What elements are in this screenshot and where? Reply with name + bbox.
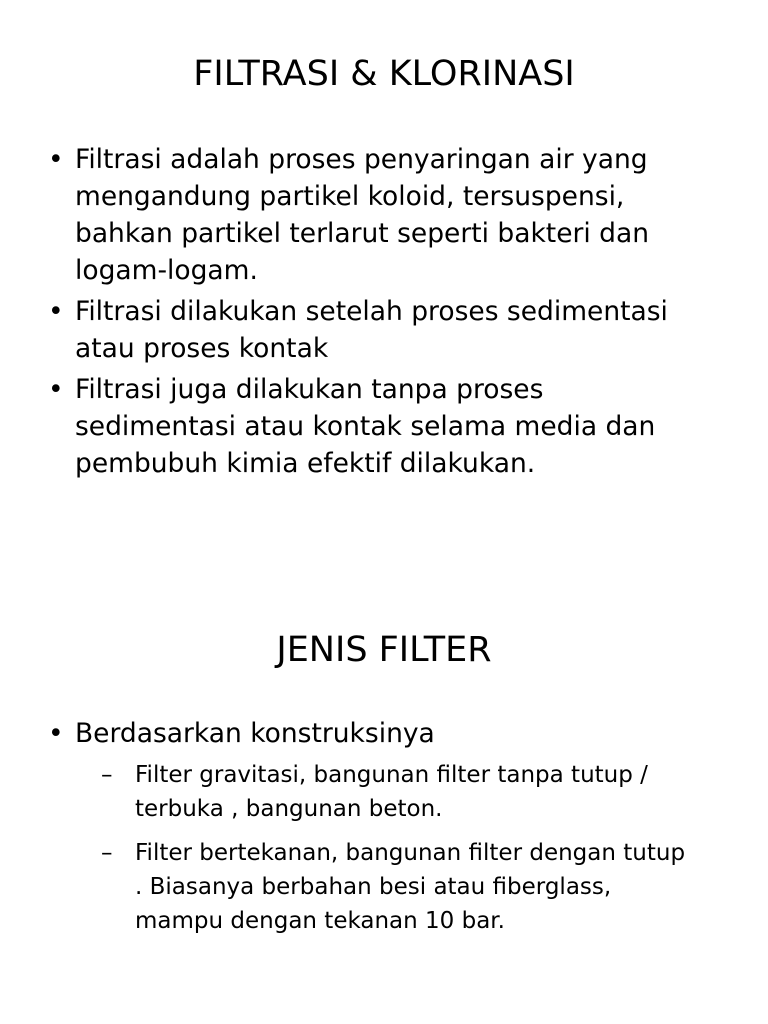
subbullet-text: Filter gravitasi, bangunan filter tanpa tutup / terbuka , bangunan beton. [135,762,648,822]
subbullet-item [73,758,695,826]
slide-title: JENIS FILTER [276,630,492,670]
bullet-marker: • [48,296,64,327]
subbullet-text: Filter bertekanan, bangunan filter dengan tutup . Biasanya berbahan besi atau fiberglass, mampu dengan tekanan 10 bar. [135,840,686,934]
bullet-item [48,141,708,289]
bullet-list [48,141,708,486]
subbullet-item [73,836,695,938]
bullet-text: Berdasarkan konstruksinya [75,718,435,749]
slide-jenis-filter [0,512,768,1024]
bullet-item [48,715,708,938]
dash-marker: – [101,840,113,866]
bullet-text: Filtrasi dilakukan setelah proses sedimentasi atau proses kontak [75,296,668,364]
bullet-marker: • [48,374,64,405]
bullet-marker: • [48,718,64,749]
bullet-text: Filtrasi adalah proses penyaringan air yang mengandung partikel koloid, tersuspensi, bahkan partikel terlarut seperti bakteri dan logam-logam. [75,144,650,286]
bullet-list [48,715,708,948]
subbullet-list [73,758,708,938]
bullet-marker: • [48,144,64,175]
bullet-item [48,371,708,482]
bullet-text: Filtrasi juga dilakukan tanpa proses sedimentasi atau kontak selama media dan pembubuh kimia efektif dilakukan. [75,374,656,479]
dash-marker: – [101,762,113,788]
slide-title: FILTRASI & KLORINASI [193,54,575,94]
bullet-item [48,293,708,367]
